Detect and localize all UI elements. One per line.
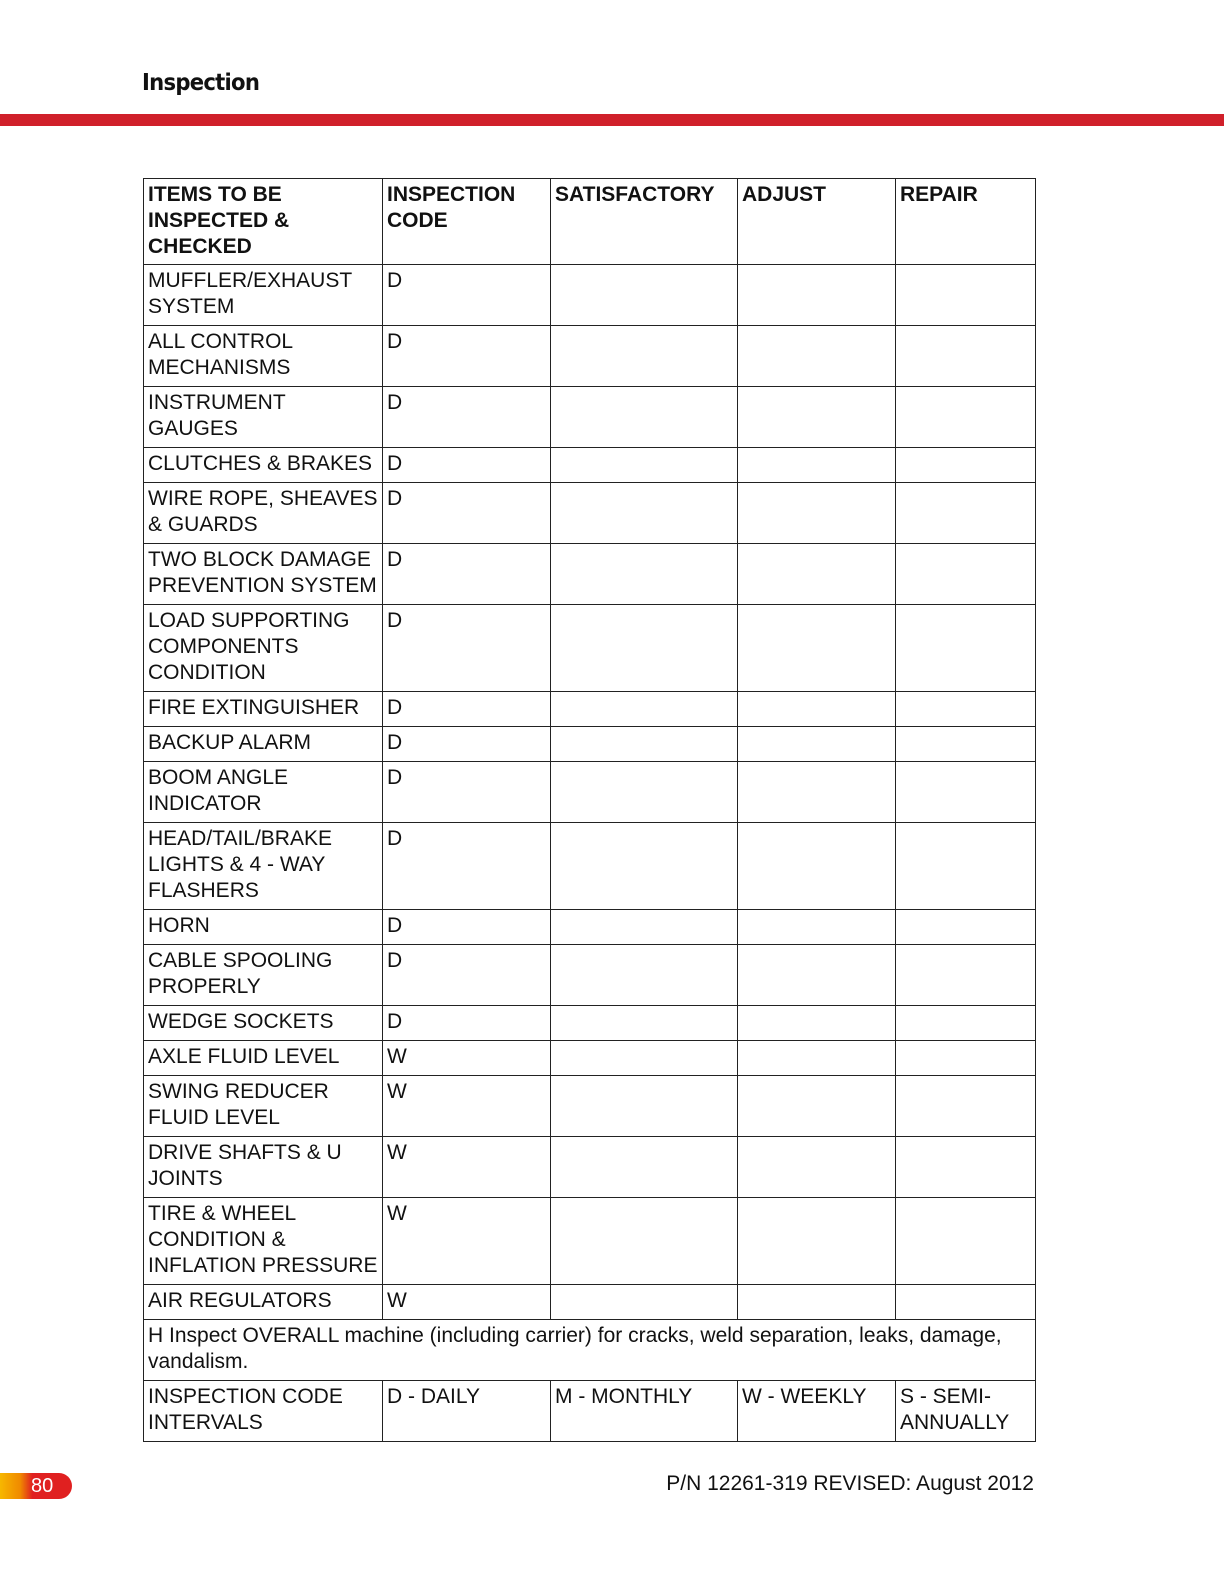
inspection-code: W (383, 1137, 551, 1198)
inspection-item: FIRE EXTINGUISHER (144, 692, 383, 727)
inspection-code: W (383, 1076, 551, 1137)
interval-monthly: M - MONTHLY (551, 1381, 738, 1442)
table-row (144, 1076, 1036, 1137)
satisfactory-cell[interactable] (551, 1137, 738, 1198)
column-header-adjust: ADJUST (738, 179, 896, 265)
inspection-code: D (383, 762, 551, 823)
table-row (144, 387, 1036, 448)
section-title: Inspection (142, 70, 260, 96)
adjust-cell[interactable] (738, 265, 896, 326)
table-row (144, 1006, 1036, 1041)
satisfactory-cell[interactable] (551, 727, 738, 762)
adjust-cell[interactable] (738, 1076, 896, 1137)
table-row (144, 762, 1036, 823)
inspection-item: ALL CONTROL MECHANISMS (144, 326, 383, 387)
inspection-code: D (383, 448, 551, 483)
inspection-item: INSTRUMENT GAUGES (144, 387, 383, 448)
inspection-item: WIRE ROPE, SHEAVES & GUARDS (144, 483, 383, 544)
adjust-cell[interactable] (738, 1006, 896, 1041)
column-header-code: INSPECTION CODE (383, 179, 551, 265)
inspection-item: DRIVE SHAFTS & U JOINTS (144, 1137, 383, 1198)
interval-semi-annually: S - SEMI-ANNUALLY (896, 1381, 1036, 1442)
inspection-code: D (383, 823, 551, 910)
inspection-code: W (383, 1285, 551, 1320)
table-row (144, 692, 1036, 727)
table-row (144, 1137, 1036, 1198)
inspection-item: AXLE FLUID LEVEL (144, 1041, 383, 1076)
repair-cell[interactable] (896, 483, 1036, 544)
satisfactory-cell[interactable] (551, 1006, 738, 1041)
satisfactory-cell[interactable] (551, 1198, 738, 1285)
adjust-cell[interactable] (738, 910, 896, 945)
satisfactory-cell[interactable] (551, 910, 738, 945)
table-row (144, 265, 1036, 326)
inspection-code: D (383, 387, 551, 448)
table-row (144, 448, 1036, 483)
inspection-code: D (383, 692, 551, 727)
repair-cell[interactable] (896, 1285, 1036, 1320)
satisfactory-cell[interactable] (551, 544, 738, 605)
repair-cell[interactable] (896, 823, 1036, 910)
satisfactory-cell[interactable] (551, 692, 738, 727)
inspection-item: SWING REDUCER FLUID LEVEL (144, 1076, 383, 1137)
satisfactory-cell[interactable] (551, 823, 738, 910)
table-row (144, 1285, 1036, 1320)
repair-cell[interactable] (896, 605, 1036, 692)
adjust-cell[interactable] (738, 605, 896, 692)
adjust-cell[interactable] (738, 692, 896, 727)
inspection-item: BACKUP ALARM (144, 727, 383, 762)
column-header-items: ITEMS TO BE INSPECTED & CHECKED (144, 179, 383, 265)
inspection-item: LOAD SUPPORTING COMPONENTS CONDITION (144, 605, 383, 692)
inspection-item: WEDGE SOCKETS (144, 1006, 383, 1041)
adjust-cell[interactable] (738, 1041, 896, 1076)
inspection-code: D (383, 544, 551, 605)
inspection-code: D (383, 483, 551, 544)
table-header-row (144, 179, 1036, 265)
interval-weekly: W - WEEKLY (738, 1381, 896, 1442)
inspection-code: W (383, 1198, 551, 1285)
inspection-item: CABLE SPOOLING PROPERLY (144, 945, 383, 1006)
overall-note: H Inspect OVERALL machine (including carrier) for cracks, weld separation, leaks, damage, vandalism. (144, 1320, 1036, 1381)
adjust-cell[interactable] (738, 945, 896, 1006)
adjust-cell[interactable] (738, 483, 896, 544)
repair-cell[interactable] (896, 727, 1036, 762)
repair-cell[interactable] (896, 448, 1036, 483)
adjust-cell[interactable] (738, 448, 896, 483)
repair-cell[interactable] (896, 1137, 1036, 1198)
satisfactory-cell[interactable] (551, 605, 738, 692)
satisfactory-cell[interactable] (551, 945, 738, 1006)
table-row (144, 605, 1036, 692)
adjust-cell[interactable] (738, 823, 896, 910)
intervals-row (144, 1381, 1036, 1442)
table-row (144, 727, 1036, 762)
repair-cell[interactable] (896, 387, 1036, 448)
satisfactory-cell[interactable] (551, 387, 738, 448)
inspection-code: D (383, 727, 551, 762)
adjust-cell[interactable] (738, 387, 896, 448)
satisfactory-cell[interactable] (551, 762, 738, 823)
intervals-label: INSPECTION CODE INTERVALS (144, 1381, 383, 1442)
repair-cell[interactable] (896, 1076, 1036, 1137)
satisfactory-cell[interactable] (551, 1041, 738, 1076)
repair-cell[interactable] (896, 1198, 1036, 1285)
inspection-item: TIRE & WHEEL CONDITION & INFLATION PRESSURE (144, 1198, 383, 1285)
satisfactory-cell[interactable] (551, 265, 738, 326)
adjust-cell[interactable] (738, 762, 896, 823)
inspection-code: D (383, 945, 551, 1006)
inspection-item: TWO BLOCK DAMAGE PREVENTION SYSTEM (144, 544, 383, 605)
adjust-cell[interactable] (738, 544, 896, 605)
inspection-item: CLUTCHES & BRAKES (144, 448, 383, 483)
table-row (144, 326, 1036, 387)
inspection-item: HORN (144, 910, 383, 945)
table-row (144, 945, 1036, 1006)
interval-daily: D - DAILY (383, 1381, 551, 1442)
adjust-cell[interactable] (738, 1137, 896, 1198)
adjust-cell[interactable] (738, 1198, 896, 1285)
page-number: 80 (31, 1475, 54, 1497)
table-row (144, 910, 1036, 945)
table-row (144, 1041, 1036, 1076)
repair-cell[interactable] (896, 544, 1036, 605)
repair-cell[interactable] (896, 326, 1036, 387)
repair-cell[interactable] (896, 265, 1036, 326)
satisfactory-cell[interactable] (551, 1285, 738, 1320)
adjust-cell[interactable] (738, 727, 896, 762)
inspection-code: D (383, 326, 551, 387)
inspection-code: W (383, 1041, 551, 1076)
inspection-item: HEAD/TAIL/BRAKE LIGHTS & 4 - WAY FLASHERS (144, 823, 383, 910)
adjust-cell[interactable] (738, 1285, 896, 1320)
repair-cell[interactable] (896, 945, 1036, 1006)
adjust-cell[interactable] (738, 326, 896, 387)
part-number-revision: P/N 12261-319 REVISED: August 2012 (666, 1472, 1034, 1495)
repair-cell[interactable] (896, 910, 1036, 945)
repair-cell[interactable] (896, 692, 1036, 727)
satisfactory-cell[interactable] (551, 483, 738, 544)
inspection-code: D (383, 910, 551, 945)
table-row (144, 1198, 1036, 1285)
overall-note-row (144, 1320, 1036, 1381)
table-row (144, 823, 1036, 910)
satisfactory-cell[interactable] (551, 1076, 738, 1137)
inspection-item: MUFFLER/EXHAUST SYSTEM (144, 265, 383, 326)
inspection-code: D (383, 605, 551, 692)
repair-cell[interactable] (896, 1041, 1036, 1076)
column-header-satisfactory: SATISFACTORY (551, 179, 738, 265)
inspection-item: BOOM ANGLE INDICATOR (144, 762, 383, 823)
column-header-repair: REPAIR (896, 179, 1036, 265)
repair-cell[interactable] (896, 1006, 1036, 1041)
repair-cell[interactable] (896, 762, 1036, 823)
satisfactory-cell[interactable] (551, 326, 738, 387)
inspection-item: AIR REGULATORS (144, 1285, 383, 1320)
inspection-code: D (383, 1006, 551, 1041)
table-row (144, 544, 1036, 605)
inspection-code: D (383, 265, 551, 326)
header-rule (0, 114, 1224, 126)
table-row (144, 483, 1036, 544)
inspection-table (143, 178, 1036, 1442)
satisfactory-cell[interactable] (551, 448, 738, 483)
